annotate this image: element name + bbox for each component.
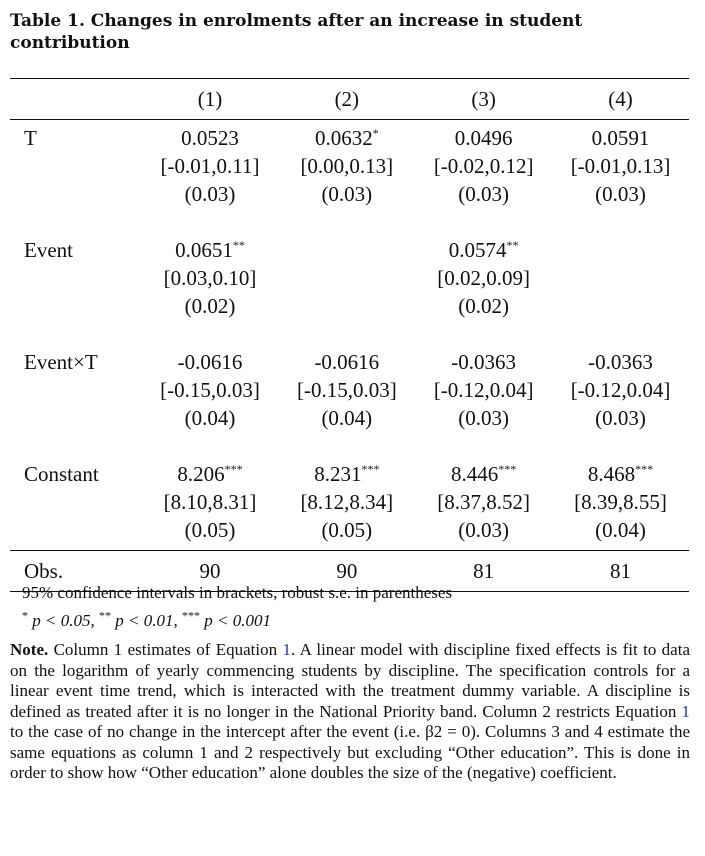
coefficient bbox=[278, 348, 415, 376]
row-label: Event×T bbox=[24, 350, 98, 374]
confidence-interval: [0.03,0.10] bbox=[163, 266, 257, 290]
obs-value: 90 bbox=[336, 559, 358, 583]
sig-stars: * bbox=[22, 608, 28, 623]
standard-error: (0.03) bbox=[184, 182, 236, 206]
standard-error: (0.02) bbox=[184, 294, 236, 318]
standard-error: (0.04) bbox=[184, 406, 236, 430]
confidence-interval: [0.02,0.09] bbox=[437, 266, 531, 290]
sig-text: p < 0.01, bbox=[115, 611, 178, 630]
coefficient bbox=[552, 124, 689, 152]
coefficient bbox=[552, 348, 689, 376]
coefficient bbox=[142, 348, 279, 376]
standard-error: (0.05) bbox=[184, 518, 236, 542]
confidence-interval: [-0.15,0.03] bbox=[296, 378, 397, 402]
coef-value: 0.0591 bbox=[591, 126, 650, 150]
note-heading: Note. bbox=[10, 640, 49, 659]
obs-value: 81 bbox=[473, 559, 495, 583]
table-caption: Table 1. Changes in enrolments after an increase in student contribution bbox=[10, 11, 583, 53]
table-note bbox=[10, 640, 690, 784]
standard-error: (0.05) bbox=[321, 518, 373, 542]
table-cell bbox=[142, 344, 279, 456]
table-cell bbox=[278, 232, 415, 344]
standard-error: (0.03) bbox=[458, 182, 510, 206]
coef-value: 0.0523 bbox=[181, 126, 239, 150]
coefficient bbox=[415, 348, 552, 376]
table-row bbox=[10, 344, 689, 456]
table-row bbox=[10, 120, 689, 233]
coefficient bbox=[278, 124, 415, 152]
note-text: to the case of no change in the intercept after the event (i.e. β2 = 0). Columns 3 and 4 estimate the same equations as column 1 and 2 respectively but excluding “Other education”. This is done in order to show how “Other education” alone doubles the size of the (negative) coefficient. bbox=[10, 722, 690, 782]
coef-stars: *** bbox=[224, 462, 243, 476]
standard-error: (0.02) bbox=[458, 294, 510, 318]
coefficient bbox=[415, 124, 552, 152]
confidence-interval: [-0.12,0.04] bbox=[570, 378, 671, 402]
standard-error: (0.03) bbox=[595, 182, 646, 206]
row-label: Obs. bbox=[24, 558, 64, 583]
coef-value: -0.0363 bbox=[588, 350, 653, 374]
table-cell bbox=[552, 456, 689, 551]
table-cell bbox=[278, 344, 415, 456]
coef-stars: *** bbox=[635, 462, 654, 476]
equation-link[interactable]: 1 bbox=[681, 701, 691, 721]
table-cell bbox=[278, 120, 415, 233]
table-row bbox=[10, 232, 689, 344]
coef-value: 8.231 bbox=[314, 462, 362, 486]
confidence-interval: [-0.01,0.11] bbox=[160, 154, 260, 178]
row-label: T bbox=[24, 126, 37, 150]
confidence-interval: [-0.15,0.03] bbox=[160, 378, 260, 402]
coef-value: 8.206 bbox=[177, 462, 225, 486]
coef-value: -0.0363 bbox=[451, 350, 517, 374]
coef-value: 0.0632 bbox=[314, 126, 373, 150]
confidence-interval: [-0.12,0.04] bbox=[433, 378, 534, 402]
sig-text: p < 0.05, bbox=[32, 611, 95, 630]
sig-stars: *** bbox=[181, 608, 200, 623]
table-cell bbox=[142, 232, 279, 344]
column-header: (3) bbox=[471, 86, 496, 111]
significance-footnote bbox=[22, 608, 271, 631]
standard-error: (0.04) bbox=[321, 406, 373, 430]
coefficient bbox=[415, 236, 552, 264]
table-cell bbox=[142, 120, 279, 233]
equation-link[interactable]: 1 bbox=[282, 640, 291, 659]
note-text: . A linear model with discipline fixed effects is fit to data on the logarithm of yearly commencing students by discipline. The specification controls for a linear event time trend, which is interacted with the treatment dummy variable. A discipline is defined as treated after it is no longer in the National Priority band. Column 2 restricts Equation bbox=[10, 640, 690, 721]
sig-text: p < 0.001 bbox=[204, 611, 271, 630]
table-cell bbox=[415, 232, 552, 344]
table-cell bbox=[415, 120, 552, 233]
header-stub bbox=[10, 79, 142, 120]
coef-stars: *** bbox=[498, 462, 517, 476]
standard-error: (0.04) bbox=[595, 518, 646, 542]
column-header: (2) bbox=[334, 86, 360, 111]
coef-value: 8.468 bbox=[587, 462, 636, 486]
coef-stars: *** bbox=[361, 462, 380, 476]
confidence-interval: [8.39,8.55] bbox=[574, 490, 667, 514]
standard-error: (0.03) bbox=[321, 182, 373, 206]
standard-error: (0.03) bbox=[458, 518, 510, 542]
coef-value: -0.0616 bbox=[177, 350, 243, 374]
column-header: (1) bbox=[197, 86, 223, 111]
coefficient bbox=[142, 460, 279, 488]
confidence-interval: [8.12,8.34] bbox=[300, 490, 394, 514]
confidence-interval: [0.00,0.13] bbox=[300, 154, 394, 178]
table-cell bbox=[552, 344, 689, 456]
coef-value: -0.0616 bbox=[314, 350, 380, 374]
note-text: Column 1 estimates of Equation bbox=[53, 640, 278, 659]
table-row bbox=[10, 456, 689, 551]
sig-stars: ** bbox=[98, 608, 111, 623]
coef-stars: * bbox=[372, 126, 379, 140]
column-header: (4) bbox=[608, 86, 633, 111]
confidence-interval: [-0.01,0.13] bbox=[570, 154, 671, 178]
coef-value: 0.0574 bbox=[448, 238, 507, 262]
table-cell bbox=[552, 120, 689, 233]
coefficient bbox=[552, 460, 689, 488]
table-cell bbox=[552, 232, 689, 344]
column-header-row bbox=[10, 79, 689, 120]
table-cell bbox=[415, 344, 552, 456]
obs-value: 90 bbox=[199, 559, 221, 583]
coef-value: 8.446 bbox=[451, 462, 499, 486]
table-cell bbox=[278, 456, 415, 551]
regression-table bbox=[10, 78, 689, 592]
coefficient bbox=[278, 460, 415, 488]
confidence-interval: [8.10,8.31] bbox=[163, 490, 257, 514]
coefficient bbox=[142, 124, 279, 152]
coef-stars: ** bbox=[232, 238, 245, 252]
confidence-interval: [-0.02,0.12] bbox=[433, 154, 534, 178]
coefficient bbox=[415, 460, 552, 488]
table-cell bbox=[415, 456, 552, 551]
coef-value: 0.0496 bbox=[454, 126, 513, 150]
confidence-interval: [8.37,8.52] bbox=[437, 490, 531, 514]
standard-error: (0.03) bbox=[458, 406, 510, 430]
coefficient bbox=[142, 236, 279, 264]
standard-error: (0.03) bbox=[595, 406, 646, 430]
ci-footnote: 95% confidence intervals in brackets, robust s.e. in parentheses bbox=[22, 583, 453, 602]
row-label: Constant bbox=[24, 462, 99, 486]
table-cell bbox=[142, 456, 279, 551]
row-label: Event bbox=[24, 238, 73, 262]
obs-value: 81 bbox=[610, 559, 632, 583]
coef-value: 0.0651 bbox=[175, 238, 233, 262]
coef-stars: ** bbox=[506, 238, 519, 252]
